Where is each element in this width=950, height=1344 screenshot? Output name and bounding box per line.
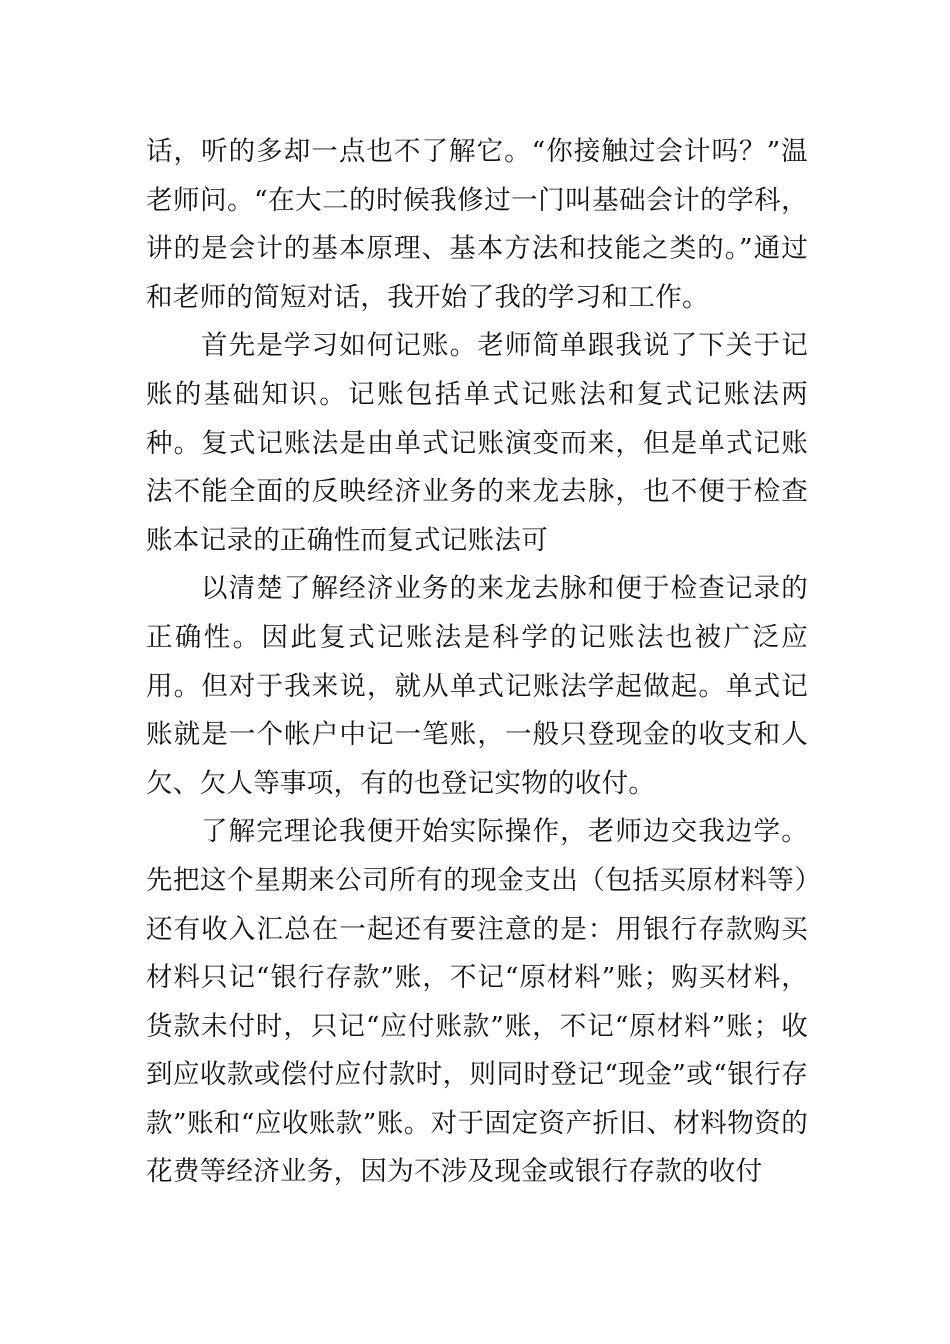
paragraph-2: 首先是学习如何记账。老师简单跟我说了下关于记账的基础知识。记账包括单式记账法和复式记账法两种。复式记账法是由单式记账演变而来，但是单式记账法不能全面的反映经济业务的来龙去脉，也不便于检查账本记录的正确性而复式记账法可 [146, 330, 808, 556]
paragraph-3: 以清楚了解经济业务的来龙去脉和便于检查记录的正确性。因此复式记账法是科学的记账法也被广泛应用。但对于我来说，就从单式记账法学起做起。单式记账就是一个帐户中记一笔账，一般只登现金的收支和人欠、欠人等事项，有的也登记实物的收付。 [146, 573, 808, 799]
paragraph-1: 话，听的多却一点也不了解它。“你接触过会计吗？”温老师问。“在大二的时候我修过一门叫基础会计的学科，讲的是会计的基本原理、基本方法和技能之类的。”通过和老师的简短对话，我开始了我的学习和工作。 [146, 136, 809, 313]
paragraph-4: 了解完理论我便开始实际操作，老师边交我边学。先把这个星期来公司所有的现金支出（包括买原材料等）还有收入汇总在一起还有要注意的是：用银行存款购买材料只记“银行存款”账，不记“原材料”账；购买材料，货款未付时，只记“应付账款”账，不记“原材料”账；收到应收款或偿付应付款时，则同时登记“现金”或“银行存款”账和“应收账款”账。对于固定资产折旧、材料物资的花费等经济业务，因为不涉及现金或银行存款的收付 [146, 816, 808, 1188]
document-body [146, 128, 808, 1197]
